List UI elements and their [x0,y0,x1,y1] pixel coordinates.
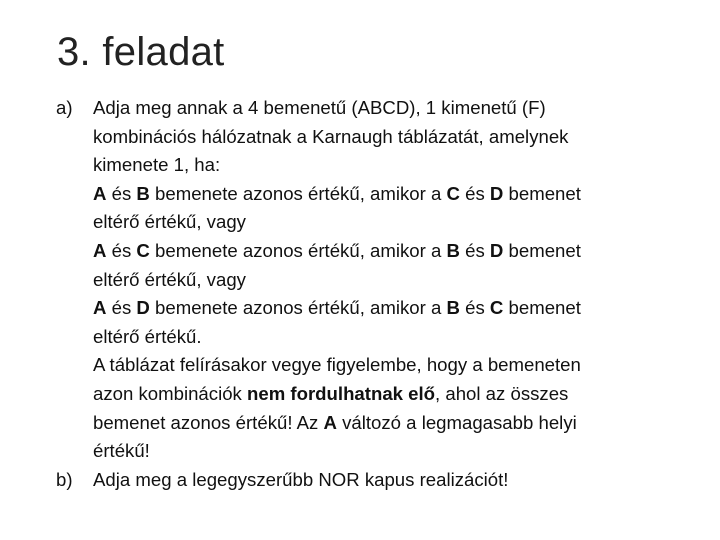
condition-2-tail: eltérő értékű, vagy [93,268,246,290]
cond3-and-1: és [106,297,137,319]
cond3-var-y: D [136,297,150,319]
list-item-b [56,466,696,495]
item-b-marker: b) [56,468,73,490]
cond1-var-x: A [93,182,107,204]
cond2-and-1: és [106,239,137,261]
slide-body [56,94,696,494]
cond1-and-2: és [459,182,490,204]
cond1-and-1: és [106,182,137,204]
condition-2-line [93,237,696,266]
cond1-var-q: D [489,182,504,204]
intro-line-2: kombinációs hálózatnak a Karnaugh táblázatát, amelynek [93,125,569,147]
cond1-var-p: C [446,182,460,204]
cond2-end: bemenet [503,239,581,261]
note-line-1: A táblázat felírásakor vegye figyelembe, hogy a bemeneten [93,354,581,376]
cond1-mid: bemenete azonos értékű, amikor a [149,182,447,204]
cond2-and-2: és [459,239,490,261]
cond3-var-p: B [446,297,460,319]
condition-3-line [93,294,696,323]
note-line-4: értékű! [93,440,150,462]
slide-title: 3. feladat [57,30,225,74]
condition-1-line [93,180,696,209]
cond1-var-y: B [136,182,150,204]
cond3-and-2: és [459,297,490,319]
cond2-var-y: C [136,239,150,261]
cond2-mid: bemenete azonos értékű, amikor a [149,239,447,261]
note-line-2 [93,380,696,409]
cond2-var-p: B [446,239,460,261]
note-line-3-post: változó a legmagasabb helyi [336,411,577,433]
cond3-end: bemenet [503,297,581,319]
cond2-var-q: D [489,239,504,261]
cond3-var-q: C [489,297,504,319]
note-line-3-bold: A [323,411,337,433]
item-a-marker: a) [56,97,73,118]
intro-line-3: kimenete 1, ha: [93,154,221,176]
condition-3-tail: eltérő értékű. [93,325,202,347]
condition-1-tail: eltérő értékű, vagy [93,211,246,233]
list-item-a [56,94,696,466]
note-line-2-pre: azon kombinációk [93,382,247,404]
cond1-end: bemenet [503,182,581,204]
cond2-var-x: A [93,239,107,261]
note-line-3 [93,409,696,438]
item-b-text: Adja meg a legegyszerűbb NOR kapus realizációt! [93,468,509,490]
note-line-2-bold: nem fordulhatnak elő [247,382,436,404]
intro-line-1: Adja meg annak a 4 bemenetű (ABCD), 1 kimenetű (F) [93,97,546,118]
cond3-mid: bemenete azonos értékű, amikor a [149,297,447,319]
cond3-var-x: A [93,297,107,319]
note-line-3-pre: bemenet azonos értékű! Az [93,411,324,433]
note-line-2-post: , ahol az összes [435,382,569,404]
